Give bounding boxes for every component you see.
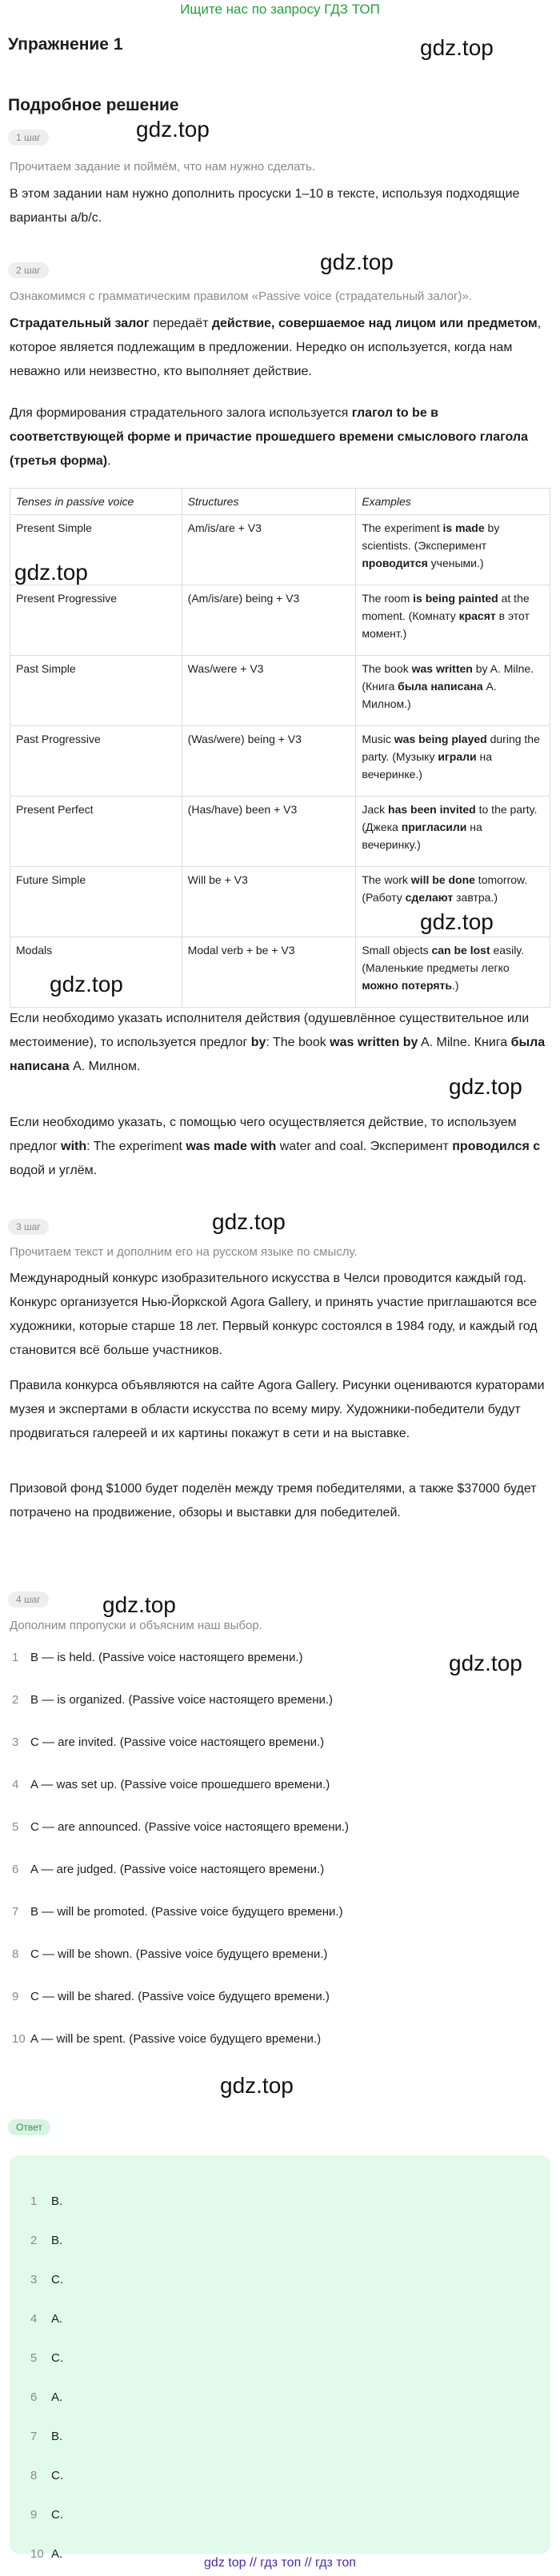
bold-term: пригласили: [401, 821, 467, 833]
step-badge: 1 шаг: [8, 130, 49, 146]
answer-number: 8: [30, 2469, 38, 2482]
text: by scientists. (Эксперимент: [362, 521, 500, 552]
example-cell: [356, 585, 550, 656]
with-preposition-note: [0, 1111, 560, 1183]
answer-item: [30, 2508, 63, 2522]
text: The experiment: [362, 521, 443, 534]
bold-term: можно потерять: [362, 979, 452, 992]
tense-cell: Past Progressive: [10, 726, 182, 797]
step-4: [0, 1592, 560, 1608]
text: by A. Milne. (Книга: [362, 662, 534, 693]
answer-item: [30, 2469, 63, 2482]
bold-term: Страдательный залог: [10, 317, 150, 330]
answer-number: 7: [30, 2430, 38, 2443]
item-number: 1: [12, 1651, 19, 1664]
answer-number: 10: [30, 2547, 44, 2561]
list-item: [10, 1990, 330, 2003]
bold-term: is made: [442, 521, 485, 534]
table-row: [10, 937, 550, 1008]
bold-term: играли: [438, 750, 477, 763]
bold-term: was being played: [394, 733, 487, 745]
text: The book: [362, 662, 412, 675]
text: учеными.): [427, 557, 484, 569]
text: A. Milne. Книга: [418, 1036, 511, 1049]
example-cell: [356, 867, 550, 937]
structure-cell: (Am/is/are) being + V3: [182, 585, 356, 656]
watermark: gdz.top: [420, 35, 494, 60]
text: to the party. (Джека: [362, 803, 538, 833]
answer-number: 9: [30, 2508, 38, 2522]
answer-badge: Ответ: [8, 2119, 50, 2135]
page-title: Упражнение 1: [8, 35, 123, 54]
bold-term: была написана: [10, 1036, 546, 1073]
watermark: gdz.top: [449, 1651, 522, 1675]
item-number: 8: [12, 1947, 19, 1961]
bold-term: глагол to be в соответствующей форме и причастие прошедшего времени смыслового глагола (третья форма): [10, 406, 528, 468]
text: А. Милном.: [69, 1060, 141, 1073]
item-number: 10: [12, 2032, 26, 2046]
list-item: [10, 1778, 330, 1791]
answer-value: C.: [51, 2273, 63, 2286]
answer-value: B.: [51, 2234, 63, 2247]
structure-cell: (Was/were) being + V3: [182, 726, 356, 797]
bold-term: by: [250, 1036, 266, 1049]
text: , которое является подлежащим в предложении. Нередко он используется, когда нам неважно или неизвестно, кто выполняет действие.: [10, 317, 542, 378]
text: на вечеринке.): [362, 750, 493, 781]
watermark: gdz.top: [220, 2073, 294, 2098]
solution-heading: Подробное решение: [8, 96, 179, 114]
list-item: [10, 1863, 324, 1876]
item-number: 4: [12, 1778, 19, 1791]
list-item: [10, 1735, 324, 1749]
bold-term: was written by: [330, 1036, 418, 1049]
answer-number: 1: [30, 2195, 38, 2208]
answer-item: [30, 2390, 62, 2404]
tense-cell: Past Simple: [10, 656, 182, 726]
step-badge: 4 шаг: [8, 1592, 49, 1608]
table-header: Tenses in passive voice: [10, 489, 182, 515]
table-header: Structures: [182, 489, 356, 515]
answer-item: [30, 2195, 62, 2208]
step-4-instruction: Дополним ппропуски и объясним наш выбор.: [10, 1619, 262, 1632]
text: Small objects: [362, 944, 432, 957]
answer-label: [0, 2119, 560, 2135]
watermark: gdz.top: [50, 972, 123, 996]
answer-value: A.: [51, 2547, 63, 2561]
answer-number: 6: [30, 2390, 38, 2404]
step-1: [0, 130, 560, 146]
tense-cell: Present Progressive: [10, 585, 182, 656]
bold-term: has been invited: [388, 803, 476, 816]
text: Music: [362, 733, 394, 745]
tense-cell: Future Simple: [10, 867, 182, 937]
answer-value: A.: [51, 2390, 63, 2404]
answer-item: [30, 2234, 62, 2247]
table-row: [10, 656, 550, 726]
item-text: C — will be shown. (Passive voice будущего времени.): [30, 1947, 328, 1961]
text: завтра.): [453, 891, 498, 904]
passive-voice-table: [0, 488, 560, 1008]
watermark: gdz.top: [136, 117, 210, 142]
step-2-instruction: Ознакомимся с грамматическим правилом «Passive voice (страдательный залог)».: [10, 290, 472, 303]
answer-box: [10, 2155, 550, 2561]
list-item: [10, 1693, 333, 1707]
step-2: [0, 262, 560, 278]
text: : The book: [266, 1036, 330, 1049]
watermark: gdz.top: [102, 1592, 176, 1617]
watermark: gdz.top: [212, 1209, 286, 1234]
translation-paragraph: Призовой фонд $1000 будет поделён между тремя победителями, а также $37000 будет потрачено на продвижение, обзоры и выставки для победителей.: [10, 1482, 537, 1520]
table-row: [10, 515, 550, 585]
bold-term: was made with: [186, 1140, 277, 1153]
example-cell: [356, 515, 550, 585]
step-3-instruction: Прочитаем текст и дополним его на русском языке по смыслу.: [10, 1245, 358, 1259]
structure-cell: Modal verb + be + V3: [182, 937, 356, 1008]
answer-value: C.: [51, 2351, 63, 2365]
text: на вечеринку.): [362, 821, 482, 851]
text: Jack: [362, 803, 389, 816]
text: Для формирования страдательного залога используется: [10, 406, 352, 420]
bold-term: will be done: [410, 873, 475, 886]
step-3: [0, 1219, 560, 1235]
bold-term: can be lost: [431, 944, 490, 957]
table-row: [10, 797, 550, 867]
answer-item: [30, 2312, 62, 2326]
text: during the party. (Музыку: [362, 733, 540, 763]
answer-item: [30, 2273, 63, 2286]
bold-term: действие, совершаемое над лицом или предметом: [211, 317, 538, 330]
step-1-instruction: Прочитаем задание и поймём, что нам нужно сделать.: [10, 160, 316, 174]
item-number: 2: [12, 1693, 19, 1707]
item-number: 6: [12, 1863, 19, 1876]
by-preposition-note: [0, 1007, 560, 1079]
answer-value: B.: [51, 2430, 63, 2443]
answer-value: C.: [51, 2508, 63, 2522]
translation-paragraph: Правила конкурса объявляются на сайте Agora Gallery. Рисунки оцениваются кураторами музея и экспертами в области искусства по всему миру. Художники-победители будут продвигаться галереей и их картины покажут в сети и на выставке.: [10, 1379, 545, 1440]
text: А. Милном.): [362, 680, 497, 710]
text: easily. (Маленькие предметы легко: [362, 944, 525, 974]
passive-formation: [0, 401, 560, 473]
text: water and coal. Эксперимент: [276, 1140, 453, 1153]
answer-item: [30, 2430, 62, 2443]
example-cell: [356, 937, 550, 1008]
text: The room: [362, 592, 414, 605]
translation-paragraph: Международный конкурс изобразительного искусства в Челси проводится каждый год. Конкурс организуется Нью-Йоркской Agora Gallery, и принять участие приглашаются все художники, которые старше 18 лет. Первый конкурс состоялся в 1984 году, и каждый год становится всё больше участников.: [10, 1272, 538, 1357]
watermark: gdz.top: [449, 1074, 522, 1099]
text: : The experiment: [86, 1140, 186, 1153]
text: водой и углём.: [10, 1164, 98, 1177]
tense-cell: Modals: [10, 937, 182, 1008]
item-number: 5: [12, 1820, 19, 1834]
bold-term: with: [61, 1140, 87, 1153]
tense-cell: Present Simple: [10, 515, 182, 585]
footer-links[interactable]: gdz top // гдз топ // гдз топ: [204, 2556, 356, 2570]
search-banner: Ищите нас по запросу ГДЗ ТОП: [180, 2, 380, 17]
item-text: C — are invited. (Passive voice настоящего времени.): [30, 1735, 325, 1749]
structure-cell: Will be + V3: [182, 867, 356, 937]
table-row: [10, 726, 550, 797]
answer-number: 5: [30, 2351, 38, 2365]
example-cell: [356, 797, 550, 867]
text: .: [107, 454, 111, 468]
item-text: C — will be shared. (Passive voice будущего времени.): [30, 1990, 330, 2003]
table-row: [10, 585, 550, 656]
step-badge: 2 шаг: [8, 262, 49, 278]
list-item: [10, 2032, 321, 2046]
item-text: A — was set up. (Passive voice прошедшего времени.): [30, 1778, 330, 1791]
item-text: C — are announced. (Passive voice настоящего времени.): [30, 1820, 350, 1834]
bold-term: красят: [458, 609, 496, 622]
text: передаёт: [149, 317, 212, 330]
watermark: gdz.top: [14, 560, 88, 585]
text: at the moment. (Комнату: [362, 592, 530, 622]
text: The work: [362, 873, 411, 886]
bold-term: проводился с: [452, 1140, 541, 1153]
item-number: 7: [12, 1905, 19, 1919]
watermark: gdz.top: [320, 250, 394, 274]
answer-value: C.: [51, 2469, 63, 2482]
item-number: 3: [12, 1735, 19, 1749]
text: .): [452, 979, 459, 992]
passive-definition: [0, 312, 560, 384]
bold-term: сделают: [405, 891, 454, 904]
item-text: B — is held. (Passive voice настоящего времени.): [30, 1651, 303, 1664]
bold-term: was written: [411, 662, 473, 675]
structure-cell: Am/is/are + V3: [182, 515, 356, 585]
text: в этот момент.): [362, 609, 530, 640]
text: Если необходимо указать исполнителя действия (одушевлённое существительное или местоимение), то используется предлог: [10, 1012, 530, 1049]
step-badge: 3 шаг: [8, 1219, 49, 1235]
list-item: [10, 1651, 303, 1664]
answer-number: 3: [30, 2273, 38, 2286]
bold-term: была написана: [398, 680, 483, 693]
watermark: gdz.top: [420, 909, 494, 934]
example-cell: [356, 726, 550, 797]
list-item: [10, 1905, 343, 1919]
text: tomorrow. (Работу: [362, 873, 528, 904]
structure-cell: Was/were + V3: [182, 656, 356, 726]
list-item: [10, 1820, 349, 1834]
answer-item: [30, 2351, 63, 2365]
tense-cell: Present Perfect: [10, 797, 182, 867]
list-item: [10, 1947, 327, 1961]
item-text: B — is organized. (Passive voice настоящего времени.): [30, 1693, 334, 1707]
example-cell: [356, 656, 550, 726]
item-text: A — are judged. (Passive voice настоящего времени.): [30, 1863, 325, 1876]
item-text: B — will be promoted. (Passive voice будущего времени.): [30, 1905, 343, 1919]
table-row: [10, 867, 550, 937]
item-number: 9: [12, 1990, 19, 2003]
bold-term: is being painted: [413, 592, 498, 605]
table-header: Examples: [356, 489, 550, 515]
bold-term: проводится: [362, 557, 428, 569]
item-text: A — will be spent. (Passive voice будущего времени.): [30, 2032, 322, 2046]
text: Если необходимо указать, с помощью чего осуществляется действие, то используем предлог: [10, 1116, 517, 1153]
step-1-text: В этом задании нам нужно дополнить просуски 1–10 в тексте, используя подходящие варианты a/b/c.: [10, 187, 520, 225]
answer-number: 4: [30, 2312, 38, 2326]
structure-cell: (Has/have) been + V3: [182, 797, 356, 867]
answer-value: A.: [51, 2312, 63, 2326]
answer-number: 2: [30, 2234, 38, 2247]
answer-value: B.: [51, 2195, 63, 2208]
